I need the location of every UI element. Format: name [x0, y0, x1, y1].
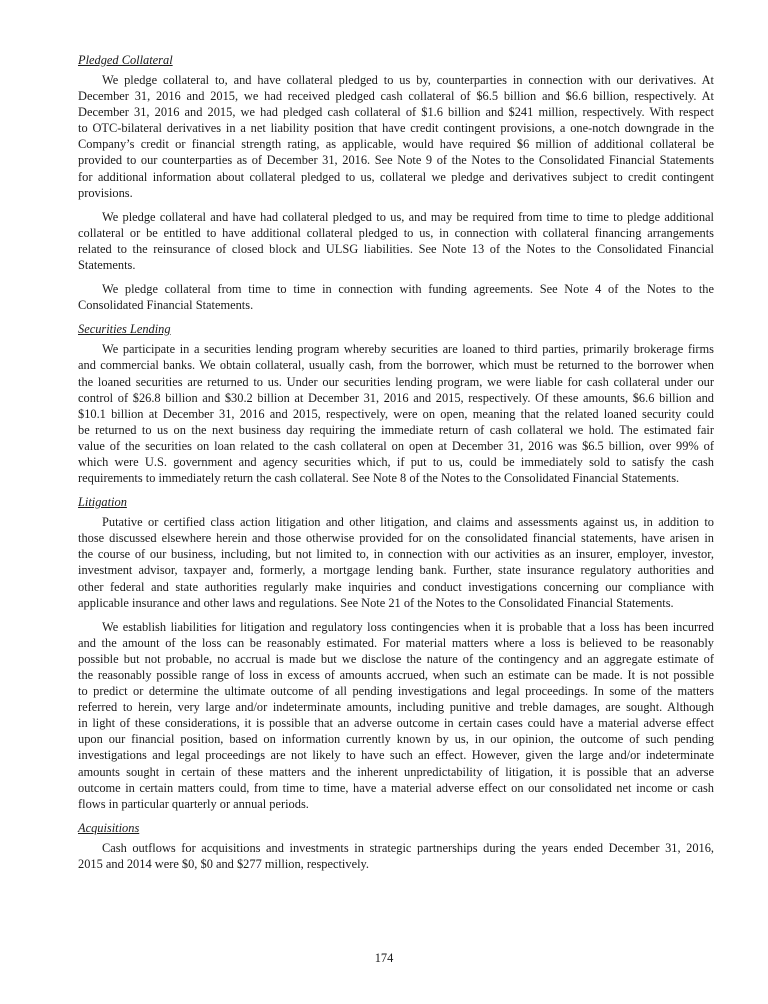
text-line: Putative or certified class action litigation and other litigation, and claims and assessments against us, in addition to — [102, 515, 714, 530]
text-line: investigations and legal proceedings are not likely to have such an effect. However, given the large and/or indeterminate — [78, 748, 714, 763]
text-line: Company’s credit or financial strength rating, as applicable, would have required $6 million of additional collateral be — [78, 137, 714, 152]
text-line: for additional information about collateral pledged to us, collateral we pledge and derivatives subject to credit contingent — [78, 169, 714, 184]
text-line: flows in particular quarterly or annual periods. — [78, 796, 309, 811]
paragraph — [78, 840, 714, 872]
text-line: the loaned securities are returned to us. Under our securities lending program, we were liable for cash collateral under our — [78, 374, 714, 389]
text-line: other federal and state authorities regularly make inquiries and conduct investigations concerning our compliance with — [78, 579, 714, 594]
text-line: We pledge collateral to, and have collateral pledged to us by, counterparties in connection with our derivatives. At — [102, 73, 714, 87]
text-line: the reasonably possible range of loss in excess of amounts accrued, when such an estimate can be made. It is not possible — [78, 668, 714, 682]
section-heading: Securities Lending — [78, 322, 171, 337]
section-heading: Litigation — [78, 495, 127, 510]
text-line: We participate in a securities lending program whereby securities are loaned to third parties, primarily brokerage firms — [102, 342, 714, 357]
text-line: and commercial banks. We obtain collateral, usually cash, from the borrower, which must be returned to the borrower when — [78, 358, 714, 373]
text-line: which were U.S. government and agency securities which, if put to us, could be immediately sold to satisfy the cash — [78, 454, 714, 469]
text-line: amounts sought in certain of these matters and the inherent unpredictability of litigation, it is possible that an adverse — [78, 764, 714, 779]
text-line: collateral or be entitled to have additional collateral pledged to us, in connection with collateral financing arrangements — [78, 225, 714, 240]
page-number: 174 — [374, 951, 394, 965]
text-line: and the amount of the loss can be reasonably estimated. For material matters where a loss is believed to be reasonably — [78, 635, 714, 650]
text-line: Consolidated Financial Statements. — [78, 298, 254, 313]
text-line: December 31, 2016 and 2015, we had received pledged cash collateral of $6.5 billion and $6.6 billion, respectively. At — [78, 89, 714, 104]
paragraph — [78, 281, 714, 313]
paragraph — [78, 72, 714, 201]
text-line: December 31, 2016 and 2015, we had pledged cash collateral of $1.6 billion and $241 million, respectively. With respect — [78, 105, 714, 120]
text-line: possible but not probable, no accrual is made but we disclose the nature of the contingency and an aggregate estimate of — [78, 651, 714, 666]
text-line: the course of our business, including, but not limited to, in connection with our activities as an insurer, employer, investor, — [78, 547, 714, 562]
text-line: outcome in certain matters could, from time to time, have a material adverse effect on our consolidated net income or cash — [78, 780, 714, 795]
text-line: upon our financial position, based on information currently known by us, in our opinion, the outcome of such pending — [78, 732, 714, 747]
text-line: Cash outflows for acquisitions and investments in strategic partnerships during the years ended December 31, 2016, — [102, 840, 714, 855]
text-line: requirements to immediately return the cash collateral. See Note 8 of the Notes to the Consolidated Financial Statements. — [78, 471, 680, 486]
section-acquisitions — [78, 820, 714, 872]
paragraph — [78, 619, 714, 812]
text-line: control of $26.8 billion and $30.2 billion at December 31, 2016 and 2015, respectively. Of these amounts, $6.6 billion and — [78, 390, 714, 405]
text-line: provided to our counterparties as of December 31, 2016. See Note 9 of the Notes to the Consolidated Financial Statements — [78, 153, 714, 168]
text-line: Statements. — [78, 258, 136, 273]
text-line: related to the reinsurance of closed block and ULSG liabilities. See Note 13 of the Notes to the Consolidated Financial — [78, 241, 714, 256]
section-litigation — [78, 494, 714, 812]
paragraph — [78, 514, 714, 611]
text-line: those discussed elsewhere herein and those otherwise provided for on the consolidated financial statements, have arisen in — [78, 531, 714, 546]
text-line: 2015 and 2014 were $0, $0 and $277 million, respectively. — [78, 856, 370, 871]
text-line: We establish liabilities for litigation and regulatory loss contingencies when it is probable that a loss has been incurred — [102, 619, 714, 634]
section-heading: Acquisitions — [78, 820, 140, 835]
text-line: be returned to us on the next business day requiring the immediate return of cash collateral we hold. The estimated fair — [78, 422, 714, 437]
text-line: in light of these considerations, it is possible that an adverse outcome in certain cases could have a material adverse effect — [78, 716, 714, 731]
document-body — [78, 52, 714, 880]
text-line: to predict or determine the ultimate outcome of all pending investigations and legal proceedings. In some of the matters — [78, 684, 714, 699]
text-line: referred to herein, very large and/or indeterminate amounts, including punitive and treble damages, are sought. Although — [78, 700, 714, 715]
text-line: We pledge collateral from time to time in connection with funding agreements. See Note 4 of the Notes to the — [102, 282, 714, 297]
section-pledged-collateral — [78, 52, 714, 313]
text-line: We pledge collateral and have had collateral pledged to us, and may be required from time to time to pledge additional — [102, 209, 714, 224]
text-line: $10.1 billion at December 31, 2016 and 2015, respectively, were on open, meaning that the related loaned security could — [78, 406, 714, 421]
section-heading: Pledged Collateral — [78, 53, 173, 67]
paragraph — [78, 341, 714, 486]
text-line: applicable insurance and other laws and regulations. See Note 21 of the Notes to the Consolidated Financial Statements. — [78, 595, 674, 610]
paragraph — [78, 209, 714, 273]
text-line: to OTC-bilateral derivatives in a net liability position that have credit contingent provisions, a one-notch downgrade in the — [78, 121, 714, 136]
text-line: investment advisor, taxpayer and, formerly, a mortgage lending bank. Further, state insurance regulatory authorities and — [78, 563, 714, 578]
text-line: provisions. — [78, 185, 133, 200]
text-line: value of the securities on loan related to the cash collateral on open at December 31, 2016 was $6.5 billion, over 99% of — [78, 438, 714, 453]
section-securities-lending — [78, 321, 714, 486]
